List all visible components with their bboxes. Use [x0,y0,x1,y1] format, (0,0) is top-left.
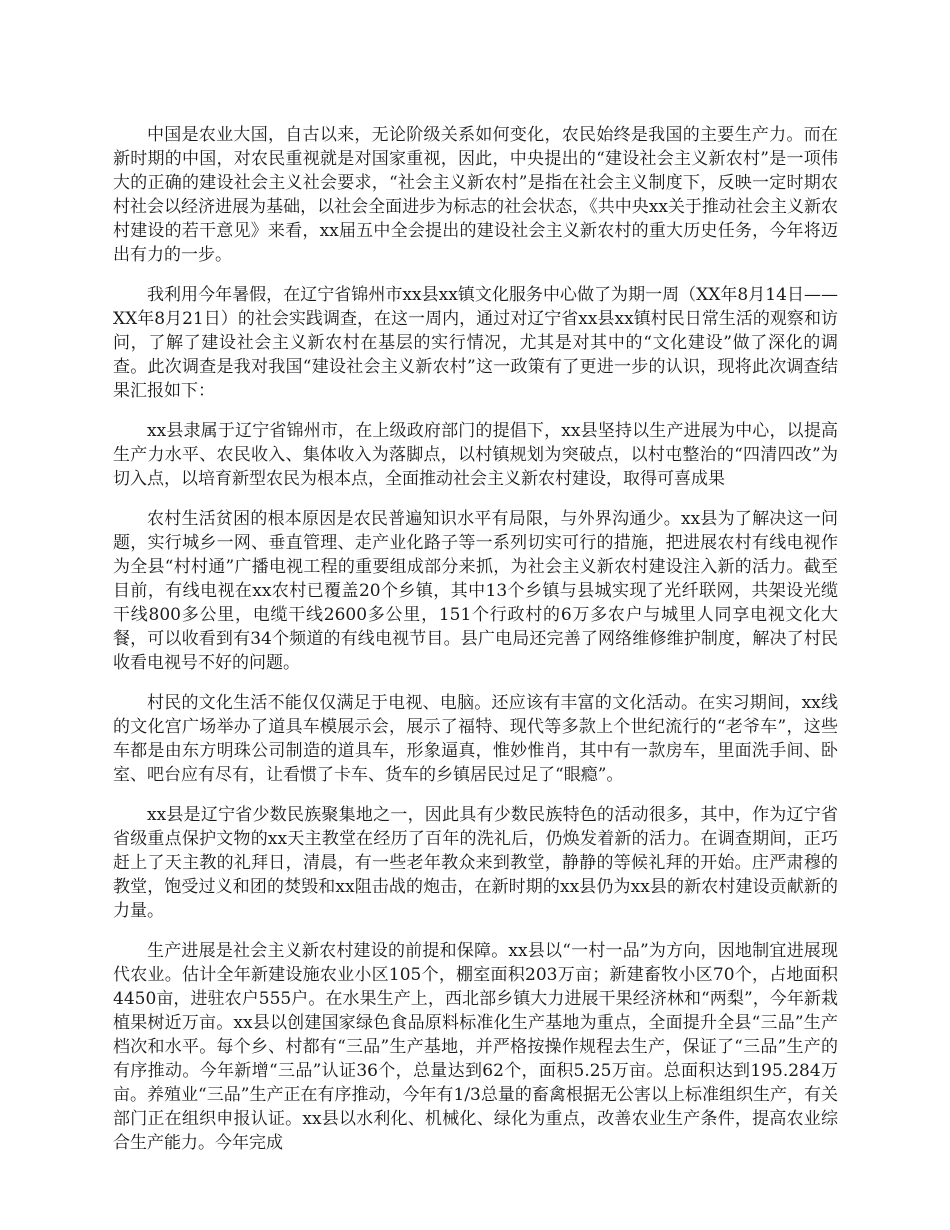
paragraph-intro: 中国是农业大国，自古以来，无论阶级关系如何变化，农民始终是我国的主要生产力。而在新时期的中国，对农民重视就是对国家重视，因此，中央提出的“建设社会主义新农村”是一项伟大的正确的建设社会主义社会要求，“社会主义新农村”是指在社会主义制度下，反映一定时期农村社会以经济进展为基础，以社会全面进步为标志的社会状态，《共中央xx关于推动社会主义新农村建设的若干意见》来看，xx届五中全会提出的建设社会主义新农村的重大历史任务，今年将迈出有力的一步。 [113,125,838,265]
paragraph-cable-tv: 农村生活贫困的根本原因是农民普遍知识水平有局限，与外界沟通少。xx县为了解决这一问题，实行城乡一网、垂直管理、走产业化路子等一系列切实可行的措施，把进展农村有线电视作为全县“村村通”广播电视工程的重要组成部分来抓，为社会主义新农村建设注入新的活力。截至目前，有线电视在xx农村已覆盖20个乡镇，其中13个乡镇与县城实现了光纤联网，共架设光缆干线800多公里，电缆干线2600多公里，151个行政村的6万多农户与城里人同享电视文化大餐，可以收看到有34个频道的有线电视节目。县广电局还完善了网络维修维护制度，解决了村民收看电视号不好的问题。 [113,509,838,673]
paragraph-production: 生产进展是社会主义新农村建设的前提和保障。xx县以“一村一品”为方向，因地制宜进展现代农业。估计全年新建设施农业小区105个，棚室面积203万亩；新建畜牧小区70个，占地面积4450亩，进驻农户555户。在水果生产上，西北部乡镇大力进展干果经济林和“两梨”，今年新栽植果树近万亩。xx县以创建国家绿色食品原料标准化生产基地为重点，全面提升全县“三品”生产档次和水平。每个乡、村都有“三品”生产基地，并严格按操作规程去生产，保证了“三品”生产的有序推动。今年新增“三品”认证36个，总量达到62个，面积5.25万亩。总面积达到195.284万亩。养殖业“三品”生产正在有序推动，今年有1/3总量的畜禽根据无公害以上标准组织生产，有关部门正在组织申报认证。xx县以水利化、机械化、绿化为重点，改善农业生产条件，提高农业综合生产能力。今年完成 [113,941,838,1153]
paragraph-culture: 村民的文化生活不能仅仅满足于电视、电脑。还应该有丰富的文化活动。在实习期间，xx线的文化宫广场举办了道具车模展示会，展示了福特、现代等多款上个世纪流行的“老爷车”，这些车都是由东方明珠公司制造的道具车，形象逼真，惟妙惟肖，其中有一款房车，里面洗手间、卧室、吧台应有尽有，让看惯了卡车、货车的乡镇居民过足了“眼瘾”。 [113,693,838,785]
document-body [113,123,838,1171]
paragraph-church: xx县是辽宁省少数民族聚集地之一，因此具有少数民族特色的活动很多，其中，作为辽宁省省级重点保护文物的xx天主教堂在经历了百年的洗礼后，仍焕发着新的活力。在调查期间，正巧赶上了天主教的礼拜日，清晨，有一些老年教众来到教堂，静静的等候礼拜的开始。庄严肃穆的教堂，饱受过义和团的焚毁和xx阻击战的炮击，在新时期的xx县仍为xx县的新农村建设贡献新的力量。 [113,805,838,921]
paragraph-survey: 我利用今年暑假，在辽宁省锦州市xx县xx镇文化服务中心做了为期一周（XX年8月14日——XX年8月21日）的社会实践调查，在这一周内，通过对辽宁省xx县xx镇村民日常生活的观察和访问，了解了建设社会主义新农村在基层的实行情况，尤其是对其中的“文化建设”做了深化的调查。此次调查是我对我国“建设社会主义新农村”这一政策有了更进一步的认识，现将此次调查结果汇报如下： [113,285,838,401]
paragraph-county: xx县隶属于辽宁省锦州市，在上级政府部门的提倡下，xx县坚持以生产进展为中心，以提高生产力水平、农民收入、集体收入为落脚点，以村镇规划为突破点，以村屯整治的“四清四改”为切入点，以培育新型农民为根本点，全面推动社会主义新农村建设，取得可喜成果 [113,421,838,489]
